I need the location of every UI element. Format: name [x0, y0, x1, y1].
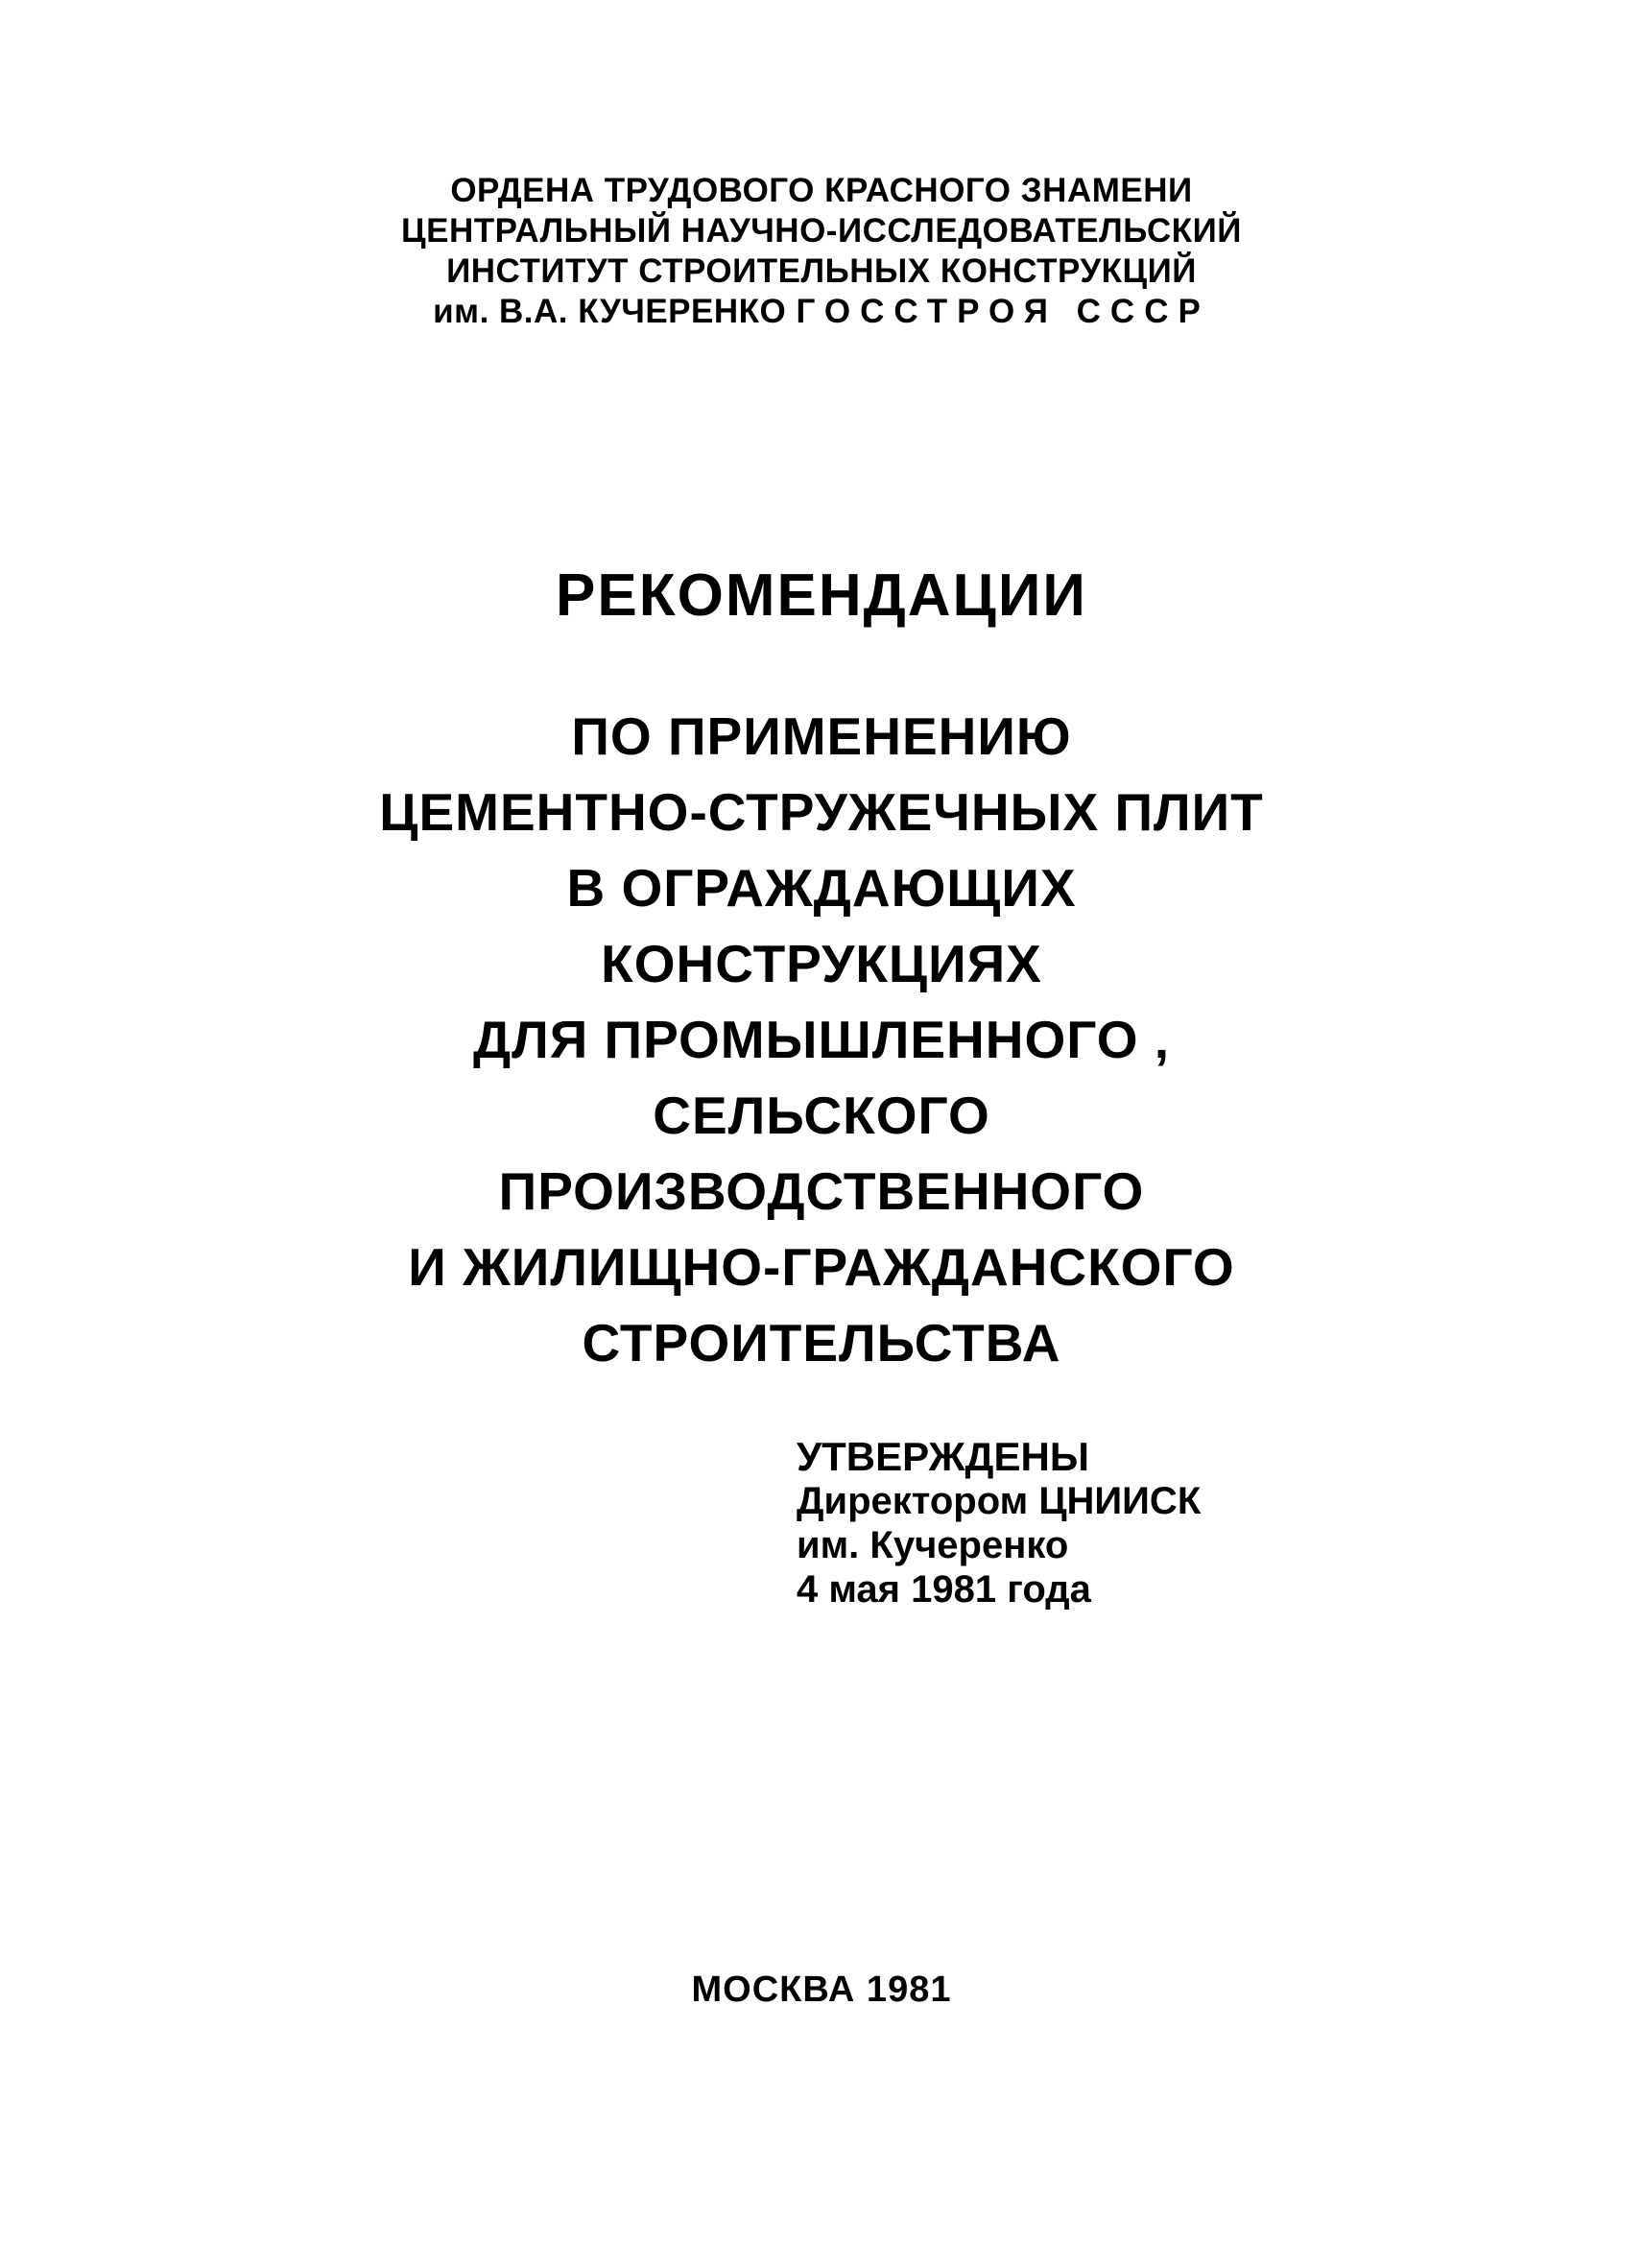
city-year: МОСКВА 1981 — [691, 1970, 952, 2010]
approval-line: Директором ЦНИИСК — [797, 1480, 1202, 1522]
institution-line-4-prefix: им. В.А. КУЧЕРЕНКО — [433, 293, 787, 330]
institution-line-3: ИНСТИТУТ СТРОИТЕЛЬНЫХ КОНСТРУКЦИЙ — [446, 252, 1197, 290]
approval-line: им. Кучеренко — [797, 1524, 1069, 1566]
institution-line-4 — [0, 292, 1643, 332]
approval-line: 4 мая 1981 года — [797, 1568, 1091, 1611]
subtitle-line: СТРОИТЕЛЬСТВА — [582, 1313, 1061, 1373]
institution-line-1: ОРДЕНА ТРУДОВОГО КРАСНОГО ЗНАМЕНИ — [450, 172, 1193, 209]
institution-header — [0, 171, 1643, 332]
subtitle-line: И ЖИЛИЩНО-ГРАЖДАНСКОГО — [408, 1237, 1235, 1297]
subtitle-line: В ОГРАЖДАЮЩИХ — [566, 858, 1077, 918]
approval-block — [797, 1435, 1201, 1611]
subtitle-line: ЦЕМЕНТНО-СТРУЖЕЧНЫХ ПЛИТ — [379, 782, 1264, 842]
institution-line-4-org: ГОССТРОЯ СССР — [796, 293, 1210, 330]
subtitle-line: СЕЛЬСКОГО — [653, 1086, 990, 1145]
document-title: РЕКОМЕНДАЦИИ — [556, 562, 1087, 629]
institution-line-2: ЦЕНТРАЛЬНЫЙ НАУЧНО-ИССЛЕДОВАТЕЛЬСКИЙ — [401, 212, 1242, 250]
subtitle-line: ПРОИЗВОДСТВЕННОГО — [498, 1161, 1145, 1221]
subtitle-line: ПО ПРИМЕНЕНИЮ — [571, 706, 1072, 766]
subtitle-line: ДЛЯ ПРОМЫШЛЕННОГО , — [472, 1010, 1171, 1069]
subtitle-line: КОНСТРУКЦИЯХ — [601, 934, 1042, 993]
document-subtitle — [0, 699, 1643, 1381]
approval-heading: УТВЕРЖДЕНЫ — [797, 1434, 1089, 1479]
